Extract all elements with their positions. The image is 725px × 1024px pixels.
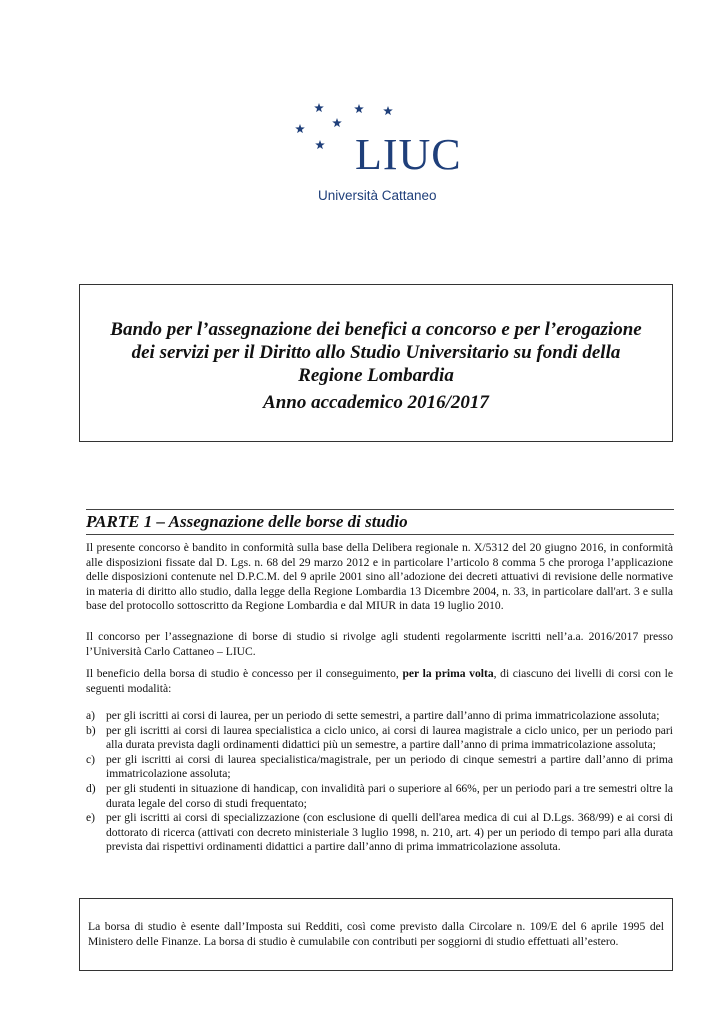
list-item — [86, 811, 673, 855]
list-item-text: per gli studenti in situazione di handicap, con invalidità pari o superiore al 66%, per un periodo pari a tre semestri oltre la durata legale del corso di studi frequentato; — [106, 781, 673, 810]
list-item — [86, 724, 673, 753]
logo-subtitle: Università Cattaneo — [318, 188, 437, 203]
tax-note-text: La borsa di studio è esente dall’Imposta sui Redditi, così come previsto dalla Circolare n. 109/E del 6 aprile 1995 del Ministero delle Finanze. La borsa di studio è cumulabile con contributi per soggiorni di studio effettuati all’estero. — [88, 920, 664, 948]
list-marker: c) — [86, 752, 96, 766]
title-line-3: Regione Lombardia — [298, 365, 454, 386]
list-marker: d) — [86, 781, 96, 795]
list-marker: e) — [86, 811, 96, 825]
conditions-list — [86, 709, 673, 855]
list-item-text: per gli iscritti ai corsi di laurea specialistica/magistrale, per un periodo di cinque semestri a partire dall’anno di prima immatricolazione assoluta; — [106, 752, 673, 781]
section-heading: PARTE 1 – Assegnazione delle borse di studio — [86, 512, 674, 535]
list-marker: a) — [86, 709, 96, 722]
academic-year: Anno accademico 2016/2017 — [263, 392, 489, 413]
title-line-1: Bando per l’assegnazione dei benefici a concorso e per l’erogazione — [110, 319, 642, 340]
title-line-2: dei servizi per il Diritto allo Studio Universitario su fondi della — [131, 342, 621, 363]
list-item-text: per gli iscritti ai corsi di laurea specialistica a ciclo unico, ai corsi di laurea magistrale a ciclo unico, per un periodo pari alla durata prevista dagli ordinamenti didattici più un semestre, a partire dall’anno di prima immatricolazione assoluta; — [106, 723, 673, 752]
list-item-text: per gli iscritti ai corsi di specializzazione (con esclusione di quelli dell'area medica di cui al D.Lgs. 368/99) e ai corsi di dottorato di ricerca (attivati con decreto ministeriale 3 luglio 1998, n. 210, art. 4) per un periodo di tempo pari alla durata prevista dai rispettivi ordinamenti didattici a partire dall’anno di prima immatricolazione assoluta. — [106, 811, 673, 854]
title-box — [79, 284, 673, 442]
paragraph-3 — [86, 667, 673, 696]
paragraph-3-text-a: Il beneficio della borsa di studio è concesso per il conseguimento, — [86, 667, 403, 680]
document-title — [80, 318, 672, 387]
list-item — [86, 782, 673, 811]
list-item — [86, 753, 673, 782]
paragraph-1: Il presente concorso è bandito in conformità sulla base della Delibera regionale n. X/5312 del 20 giugno 2016, in conformità alle disposizioni fissate dal D. Lgs. n. 68 del 29 marzo 2012 e in particolare l’articolo 8 comma 5 che proroga l’applicazione delle disposizioni contenute nel D.P.C.M. del 9 aprile 2001 sino all’adozione dei decreti attuativi di revisione delle normative in materia di diritto allo studio, dalla legge della Regione Lombardia 13 Dicembre 2004, n. 33, in particolare dall'art. 3 e sulla base del protocollo sottoscritto da Regione Lombardia e dal MIUR in data 19 luglio 2010. — [86, 541, 673, 613]
list-marker: b) — [86, 723, 96, 737]
list-item — [86, 709, 673, 724]
paragraph-3-bold: per la prima volta — [402, 667, 494, 680]
list-item-text: per gli iscritti ai corsi di laurea, per un periodo di sette semestri, a partire dall’anno di prima immatricolazione assoluta; — [106, 709, 660, 722]
logo-wordmark: LIUC — [355, 130, 462, 179]
paragraph-3-text-b: , di ciascuno dei livelli di corsi con le seguenti modalità: — [86, 667, 673, 695]
section-top-rule — [86, 509, 674, 510]
tax-note-box — [79, 898, 673, 971]
paragraph-2: Il concorso per l’assegnazione di borse di studio si rivolge agli studenti regolarmente iscritti nell’a.a. 2016/2017 presso l’Università Carlo Cattaneo – LIUC. — [86, 630, 673, 658]
